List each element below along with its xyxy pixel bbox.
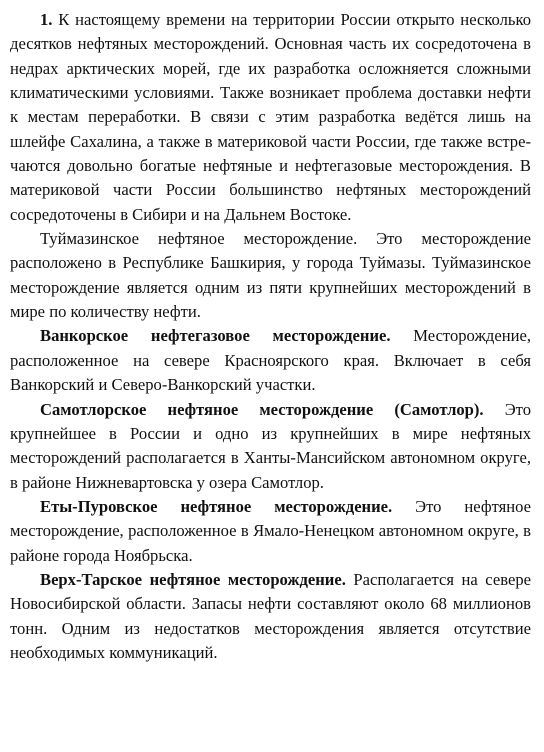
field-name: Верх-Тарское нефтяное месторождение. — [40, 569, 346, 589]
field-name: Ванкорское нефтегазовое месторождение. — [40, 326, 391, 346]
field-name: Самотлорское нефтяное месторождение (Самотлор). — [40, 399, 484, 419]
field-paragraph-tuymazy — [10, 227, 531, 324]
document-page — [10, 8, 531, 665]
field-paragraph-vankor — [10, 324, 531, 397]
field-description: Это нефтяное месторождение, расположенное в Ямало-Ненецком автономном округе, в районе города Ноябрьска. — [10, 496, 531, 565]
field-name: Еты-Пуровское нефтяное месторождение. — [40, 496, 393, 516]
field-paragraph-yety-purovskoe — [10, 495, 531, 568]
field-description: Туймазинское нефтяное месторождение. Это месторождение расположено в Республике Башкирия, у города Туймазы. Туймазинское месторождение является одним из пяти крупнейших месторождений в мире по количеству нефти. — [10, 229, 531, 322]
field-description: Это крупнейшее в России и одно из крупнейших в мире нефтяных месторождений располагается в Ханты-Мансийском автономном округе, в районе Нижневартовска у озера Самотлор. — [10, 399, 531, 492]
field-description: Месторождение, расположенное на севере Красноярского края. Включает в себя Ванкорский и Северо-Ванкорский участки. — [10, 326, 531, 395]
intro-text: К настоящему времени на территории России открыто несколько десятков нефтяных месторождений. Основная часть их сосредоточена в недрах арктических морей, где их разработка осложняется сложными климатическими условиями. Также возникает проблема доставки нефти к местам переработки. В связи с этим разработка ведётся лишь на шлейфе Сахалина, а также в материковой части России, где также встречаются довольно богатые нефтяные и нефтегазовые месторождения. В материковой части России большинство нефтяных месторождений сосредоточены в Сибири и на Дальнем Востоке. — [10, 10, 531, 224]
field-paragraph-verkh-tarskoe — [10, 568, 531, 665]
field-paragraph-samotlor — [10, 398, 531, 495]
field-description: Располагается на севере Новосибирской области. Запасы нефти составляют около 68 миллионов тонн. Одним из недостатков месторождения является отсутствие необходимых коммуникаций. — [10, 569, 531, 662]
task-number: 1. — [40, 10, 53, 29]
intro-paragraph — [10, 8, 531, 227]
